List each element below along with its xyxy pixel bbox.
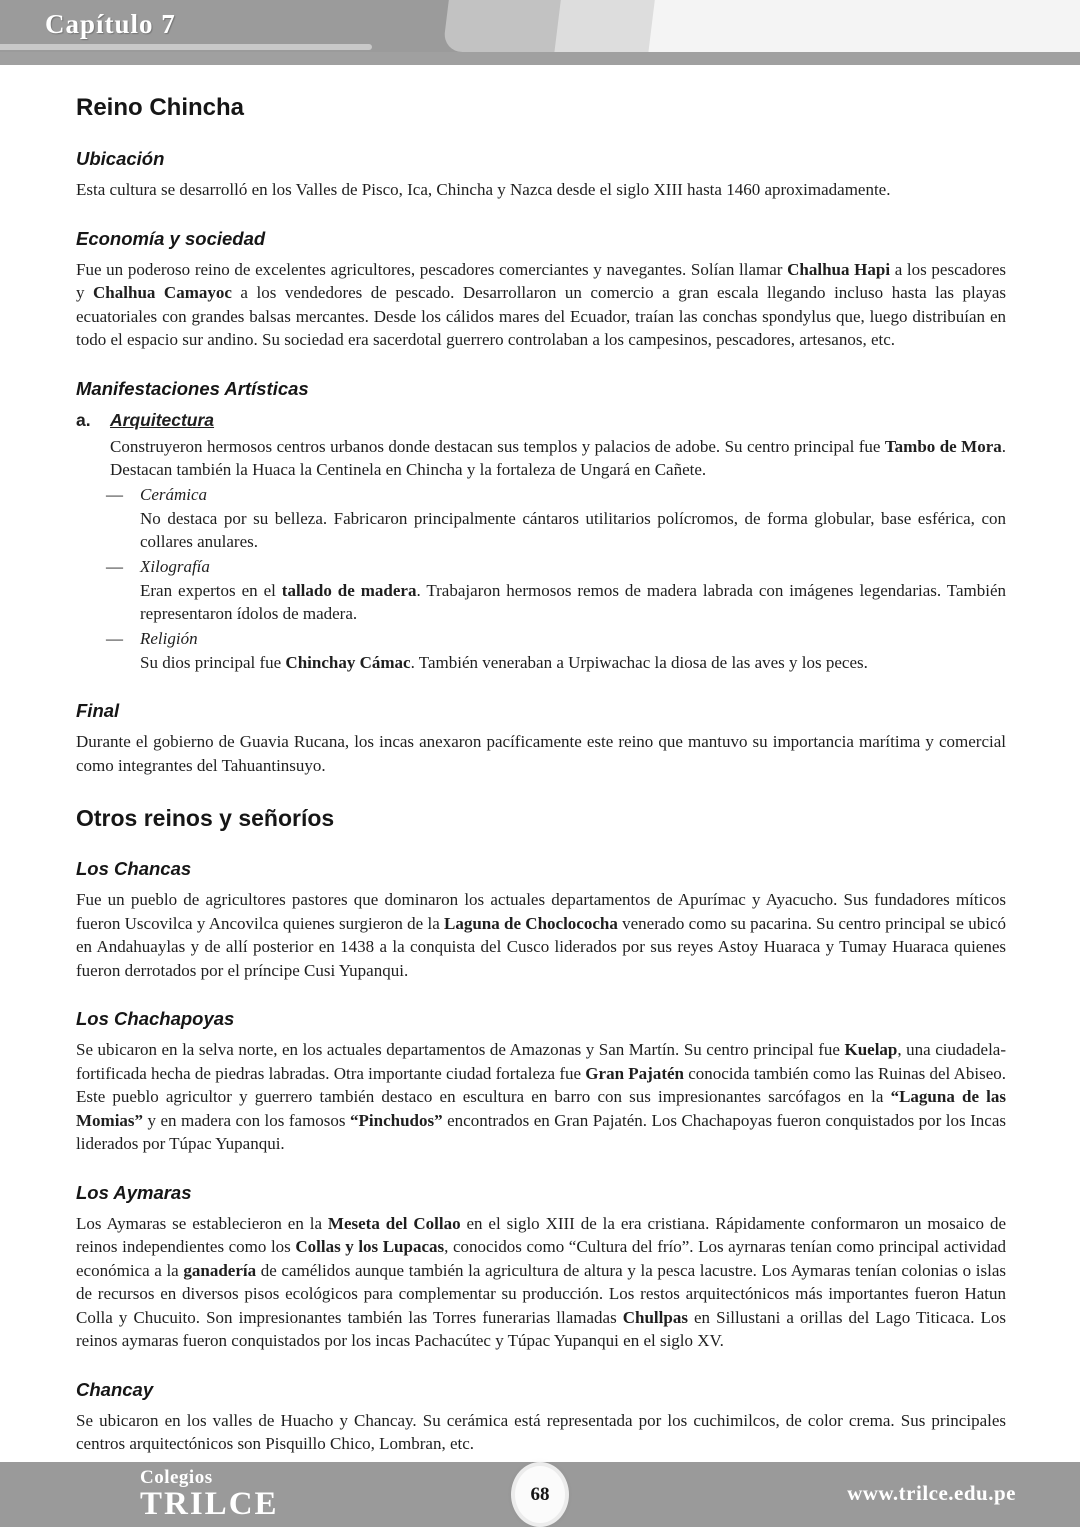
header-decor-band-light: [642, 0, 1080, 52]
section-los-aymaras: [76, 1182, 1006, 1353]
section-heading-chancas: Los Chancas: [76, 858, 192, 879]
paragraph-chancay: Se ubicaron en los valles de Huacho y Chancay. Su cerámica está representada por los cuchimilcos, de color crema. Sus principales centros arquitectónicos son Pisquillo Chico, Lombran, etc.: [76, 1410, 1006, 1453]
paragraph-final: Durante el gobierno de Guavia Rucana, los incas anexaron pacíficamente este reino que mantuvo su importancia marítima y comercial como integrantes del Tahuantinsuyo.: [76, 732, 1006, 775]
paragraph-xilografia: Eran expertos en el tallado de madera. Trabajaron hermosos remos de madera labrada con imágenes legendarias. También representaron ídolos de madera.: [140, 580, 1006, 623]
brand-trilce-text: TRILCE: [140, 1486, 279, 1522]
paragraph-aymaras: Los Aymaras se establecieron en la Meseta del Collao en el siglo XIII de la era cristiana. Rápidamente conformaron un mosaico de reinos independientes como los Collas y los Lupacas, conocidos como “Cultura del frío”. Los ayrnaras tenían como principal actividad económica a la ganadería de camélidos aunque también la agricultura de altura y la pesca lacustre. Los Aymaras tenían colonias o islas de recursos en diversos pisos ecológicos para complementar su producción. Los restos arquitectónicos más importantes fueron Hatun Colla y Chucuito. Son impresionantes también las Torres funerarias llamadas Chullpas en Sillustani a orillas del Lago Titicaca. Los reinos aymaras fueron conquistados por los incas Pachacútec y Túpac Yupanqui en el siglo XV.: [76, 1213, 1007, 1350]
section-heading-aymaras: Los Aymaras: [76, 1181, 192, 1203]
paragraph-ubicacion: Esta cultura se desarrolló en los Valles de Pisco, Ica, Chincha y Nazca desde el siglo XIII hasta 1460 aproximadamente.: [76, 180, 891, 199]
dash-marker: —: [106, 556, 123, 576]
paragraph-chachapoyas: Se ubicaron en la selva norte, en los actuales departamentos de Amazonas y San Martín. Su centro principal fue Kuelap, una ciudadela-fortificada hecha de piedras labradas. Otra importante ciudad fortaleza fue Gran Pajatén conocida también como las Ruinas del Abiseo. Este pueblo agricultor y guerrero también destaco en escultura en barro con sus impresionantes sarcófagos en la “Laguna de las Momias” y en madera con los famosos “Pinchudos” encontrados en Gran Pajatén. Los Chachapoyas fueron conquistados por los Incas liderados por Túpac Yupanqui.: [76, 1040, 1006, 1153]
header-decor-band-dark: [442, 0, 561, 52]
section-economia: [76, 228, 1006, 352]
brand-colegios-text: Colegios: [140, 1467, 213, 1488]
page-footer: [0, 1462, 1080, 1527]
section-heading-economia: Economía y sociedad: [76, 227, 266, 249]
page-title: Reino Chincha: [76, 94, 245, 121]
section-final: [76, 700, 1006, 777]
section-manifestaciones: [76, 378, 1006, 675]
section-title-otros-reinos: Otros reinos y señoríos: [76, 805, 335, 831]
sublist-item-ceramica: [76, 485, 1006, 505]
section-chancay: [76, 1379, 1006, 1456]
section-heading-final: Final: [76, 700, 120, 721]
paragraph-chancas: Fue un pueblo de agricultores pastores que dominaron los actuales departamentos de Apurímac y Ayacucho. Sus fundadores míticos fueron Uscovilca y Ancovilca quienes surgieron de la Laguna de Choclococha venerado como su pacarina. Su centro principal se ubicó en Andahuaylas y de allí posterior en 1438 a la conquista del Cusco liderados por sus reyes Astoy Huaraca y Tumay Huaraca quienes fueron derrotados por el príncipe Cusi Yupanqui.: [76, 890, 1006, 980]
list-item-title: Arquitectura: [110, 409, 215, 430]
chapter-title-rule: [0, 44, 372, 50]
sublist-item-religion: [76, 629, 1006, 649]
trilce-logo: [140, 1468, 279, 1521]
sublist-item-title: Xilografía: [140, 556, 210, 576]
header-bottom-strip: [0, 52, 1080, 65]
section-heading-manifestaciones: Manifestaciones Artísticas: [76, 377, 309, 399]
section-heading-ubicacion: Ubicación: [76, 148, 165, 169]
section-heading-chancay: Chancay: [76, 1378, 154, 1400]
list-item-marker: a.: [76, 409, 91, 430]
sublist-item-xilografia: [76, 557, 1006, 577]
sublist-item-title: Cerámica: [140, 484, 208, 504]
dash-marker: —: [106, 484, 123, 504]
paragraph-economia: Fue un poderoso reino de excelentes agricultores, pescadores comerciantes y navegantes. Solían llamar Chalhua Hapi a los pescadores y Chalhua Camayoc a los vendedores de pescado. Desarrollaron un comercio a gran escala llegando incluso hasta las playas ecuatoriales con grandes balsas mercantes. Desde los cálidos mares del Ecuador, traían las conchas spondylus que, luego distribuían en todo el espacio sur andino. Su sociedad era sacerdotal guerrero controlaban a los campesinos, pescadores, artesanos, etc.: [76, 259, 1006, 349]
paragraph-ceramica: No destaca por su belleza. Fabricaron principalmente cántaros utilitarios polícromos, de forma globular, base esférica, con collares anulares.: [140, 508, 1006, 551]
header-decor-band-mid: [548, 0, 655, 52]
section-los-chachapoyas: [76, 1008, 1006, 1156]
page-number-badge: [515, 1466, 565, 1523]
list-item-arquitectura: [76, 410, 1006, 431]
paragraph-arquitectura: Construyeron hermosos centros urbanos donde destacan sus templos y palacios de adobe. Su centro principal fue Tambo de Mora. Destacan también la Huaca la Centinela en Chincha y la fortaleza de Ungará en Cañete.: [110, 436, 1006, 479]
page-content: [76, 94, 1006, 1456]
sublist-item-title: Religión: [140, 628, 198, 648]
paragraph-religion: Su dios principal fue Chinchay Cámac. También veneraban a Urpiwachac la diosa de las aves y los peces.: [140, 652, 868, 672]
section-heading-chachapoyas: Los Chachapoyas: [76, 1008, 235, 1029]
chapter-header: [0, 0, 1080, 65]
dash-marker: —: [106, 628, 123, 648]
website-url: www.trilce.edu.pe: [847, 1481, 1016, 1505]
section-ubicacion: [76, 148, 1006, 202]
section-los-chancas: [76, 858, 1006, 982]
chapter-label: Capítulo 7: [45, 9, 176, 39]
page-number: 68: [530, 1483, 550, 1505]
